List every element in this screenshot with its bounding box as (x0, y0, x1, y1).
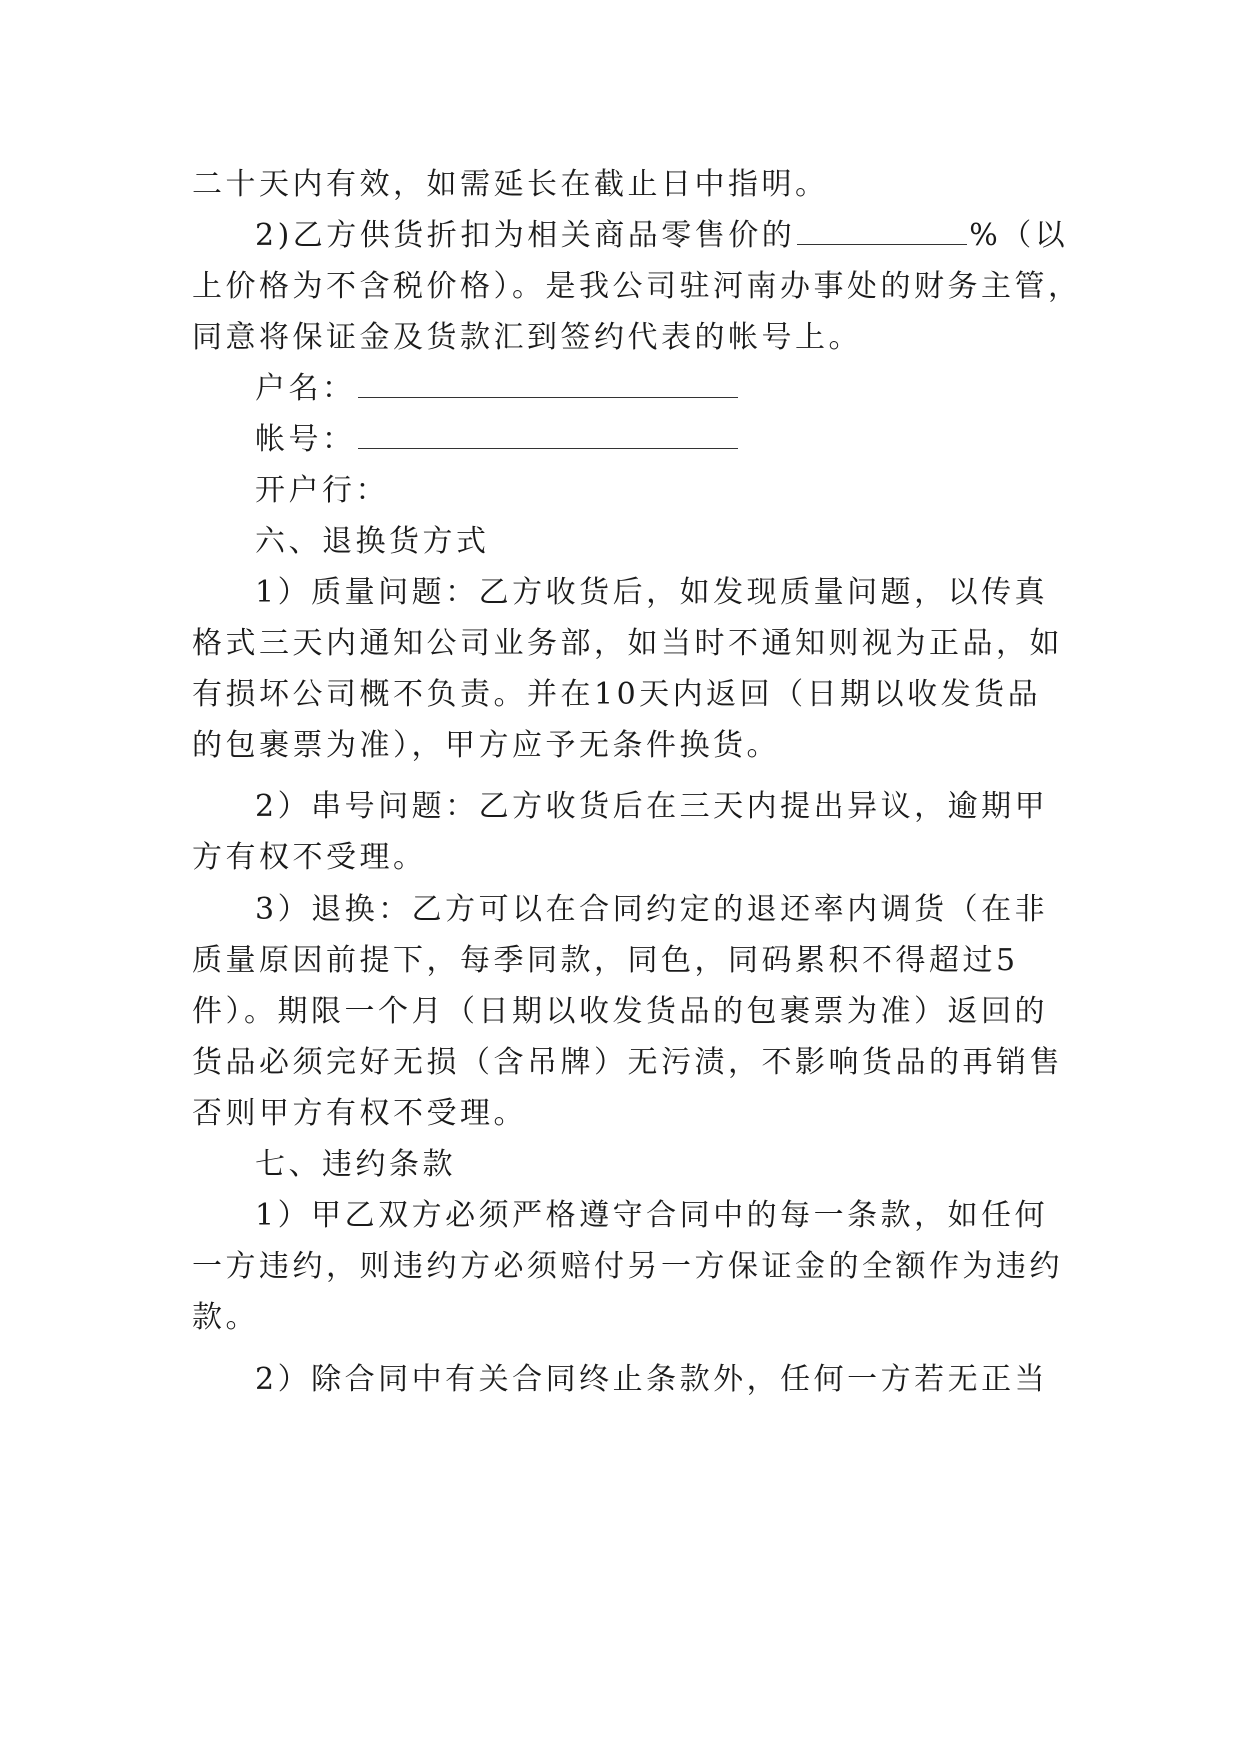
line-text: 有损坏公司概不负责。并在10天内返回（日期以收发货品 (192, 677, 1042, 712)
line-text: 方有权不受理。 (192, 840, 427, 875)
text-line (192, 1043, 1063, 1083)
section-title: 七、违约条款 (255, 1147, 456, 1182)
line-text: 款。 (192, 1300, 259, 1335)
text-line (192, 992, 1052, 1032)
bank-label: 开户行： (255, 473, 389, 508)
line-text: 2)乙方供货折扣为相关商品零售价的 (255, 218, 796, 253)
text-line (192, 838, 1052, 878)
section-title: 六、退换货方式 (255, 524, 490, 559)
line-text: 上价格为不含税价格）。是我公司驻河南办事处的财务主管， (192, 269, 1082, 304)
line-text: 格式三天内通知公司业务部，如当时不通知则视为正品，如 (192, 626, 1063, 661)
bank-line (255, 471, 1115, 511)
section-heading (255, 1145, 1115, 1185)
text-line (255, 890, 1115, 930)
account-number-label: 帐号： (255, 422, 356, 457)
text-line (192, 1247, 1063, 1287)
text-line (255, 787, 1115, 827)
line-text: 货品必须完好无损（含吊牌）无污渍，不影响货品的再销售 (192, 1045, 1063, 1080)
text-line (192, 165, 1052, 205)
account-name-line (255, 369, 1115, 409)
line-text: 二十天内有效，如需延长在截止日中指明。 (192, 167, 829, 202)
text-line (192, 318, 1052, 358)
section-heading (255, 522, 1115, 562)
text-line (192, 1094, 1052, 1134)
text-line (192, 267, 1082, 307)
text-line (255, 1360, 1115, 1400)
text-line (255, 1196, 1115, 1236)
text-line (255, 573, 1115, 613)
account-number-line (255, 420, 1115, 460)
discount-blank (797, 218, 967, 245)
text-line (192, 941, 1052, 981)
line-text: 否则甲方有权不受理。 (192, 1096, 527, 1131)
account-name-label: 户名： (255, 371, 356, 406)
text-line (192, 726, 1052, 766)
account-number-blank (358, 422, 738, 449)
line-text: 2）串号问题：乙方收货后在三天内提出异议，逾期甲 (255, 789, 1049, 824)
line-text: 2）除合同中有关合同终止条款外，任何一方若无正当 (255, 1362, 1049, 1397)
line-text: %（以 (969, 218, 1069, 253)
account-name-blank (358, 371, 738, 398)
line-text: 3）退换：乙方可以在合同约定的退还率内调货（在非 (255, 892, 1049, 927)
line-text: 的包裹票为准），甲方应予无条件换货。 (192, 728, 780, 763)
line-text: 件）。期限一个月（日期以收发货品的包裹票为准）返回的 (192, 994, 1048, 1029)
line-text: 1）质量问题：乙方收货后，如发现质量问题，以传真 (255, 575, 1049, 610)
text-line (192, 675, 1052, 715)
line-text: 质量原因前提下，每季同款，同色，同码累积不得超过5 (192, 943, 1019, 978)
text-line (192, 624, 1063, 664)
line-text: 1）甲乙双方必须严格遵守合同中的每一条款，如任何 (255, 1198, 1049, 1233)
text-line (255, 216, 1115, 256)
line-text: 一方违约，则违约方必须赔付另一方保证金的全额作为违约 (192, 1249, 1063, 1284)
line-text: 同意将保证金及货款汇到签约代表的帐号上。 (192, 320, 862, 355)
text-line (192, 1298, 1052, 1338)
